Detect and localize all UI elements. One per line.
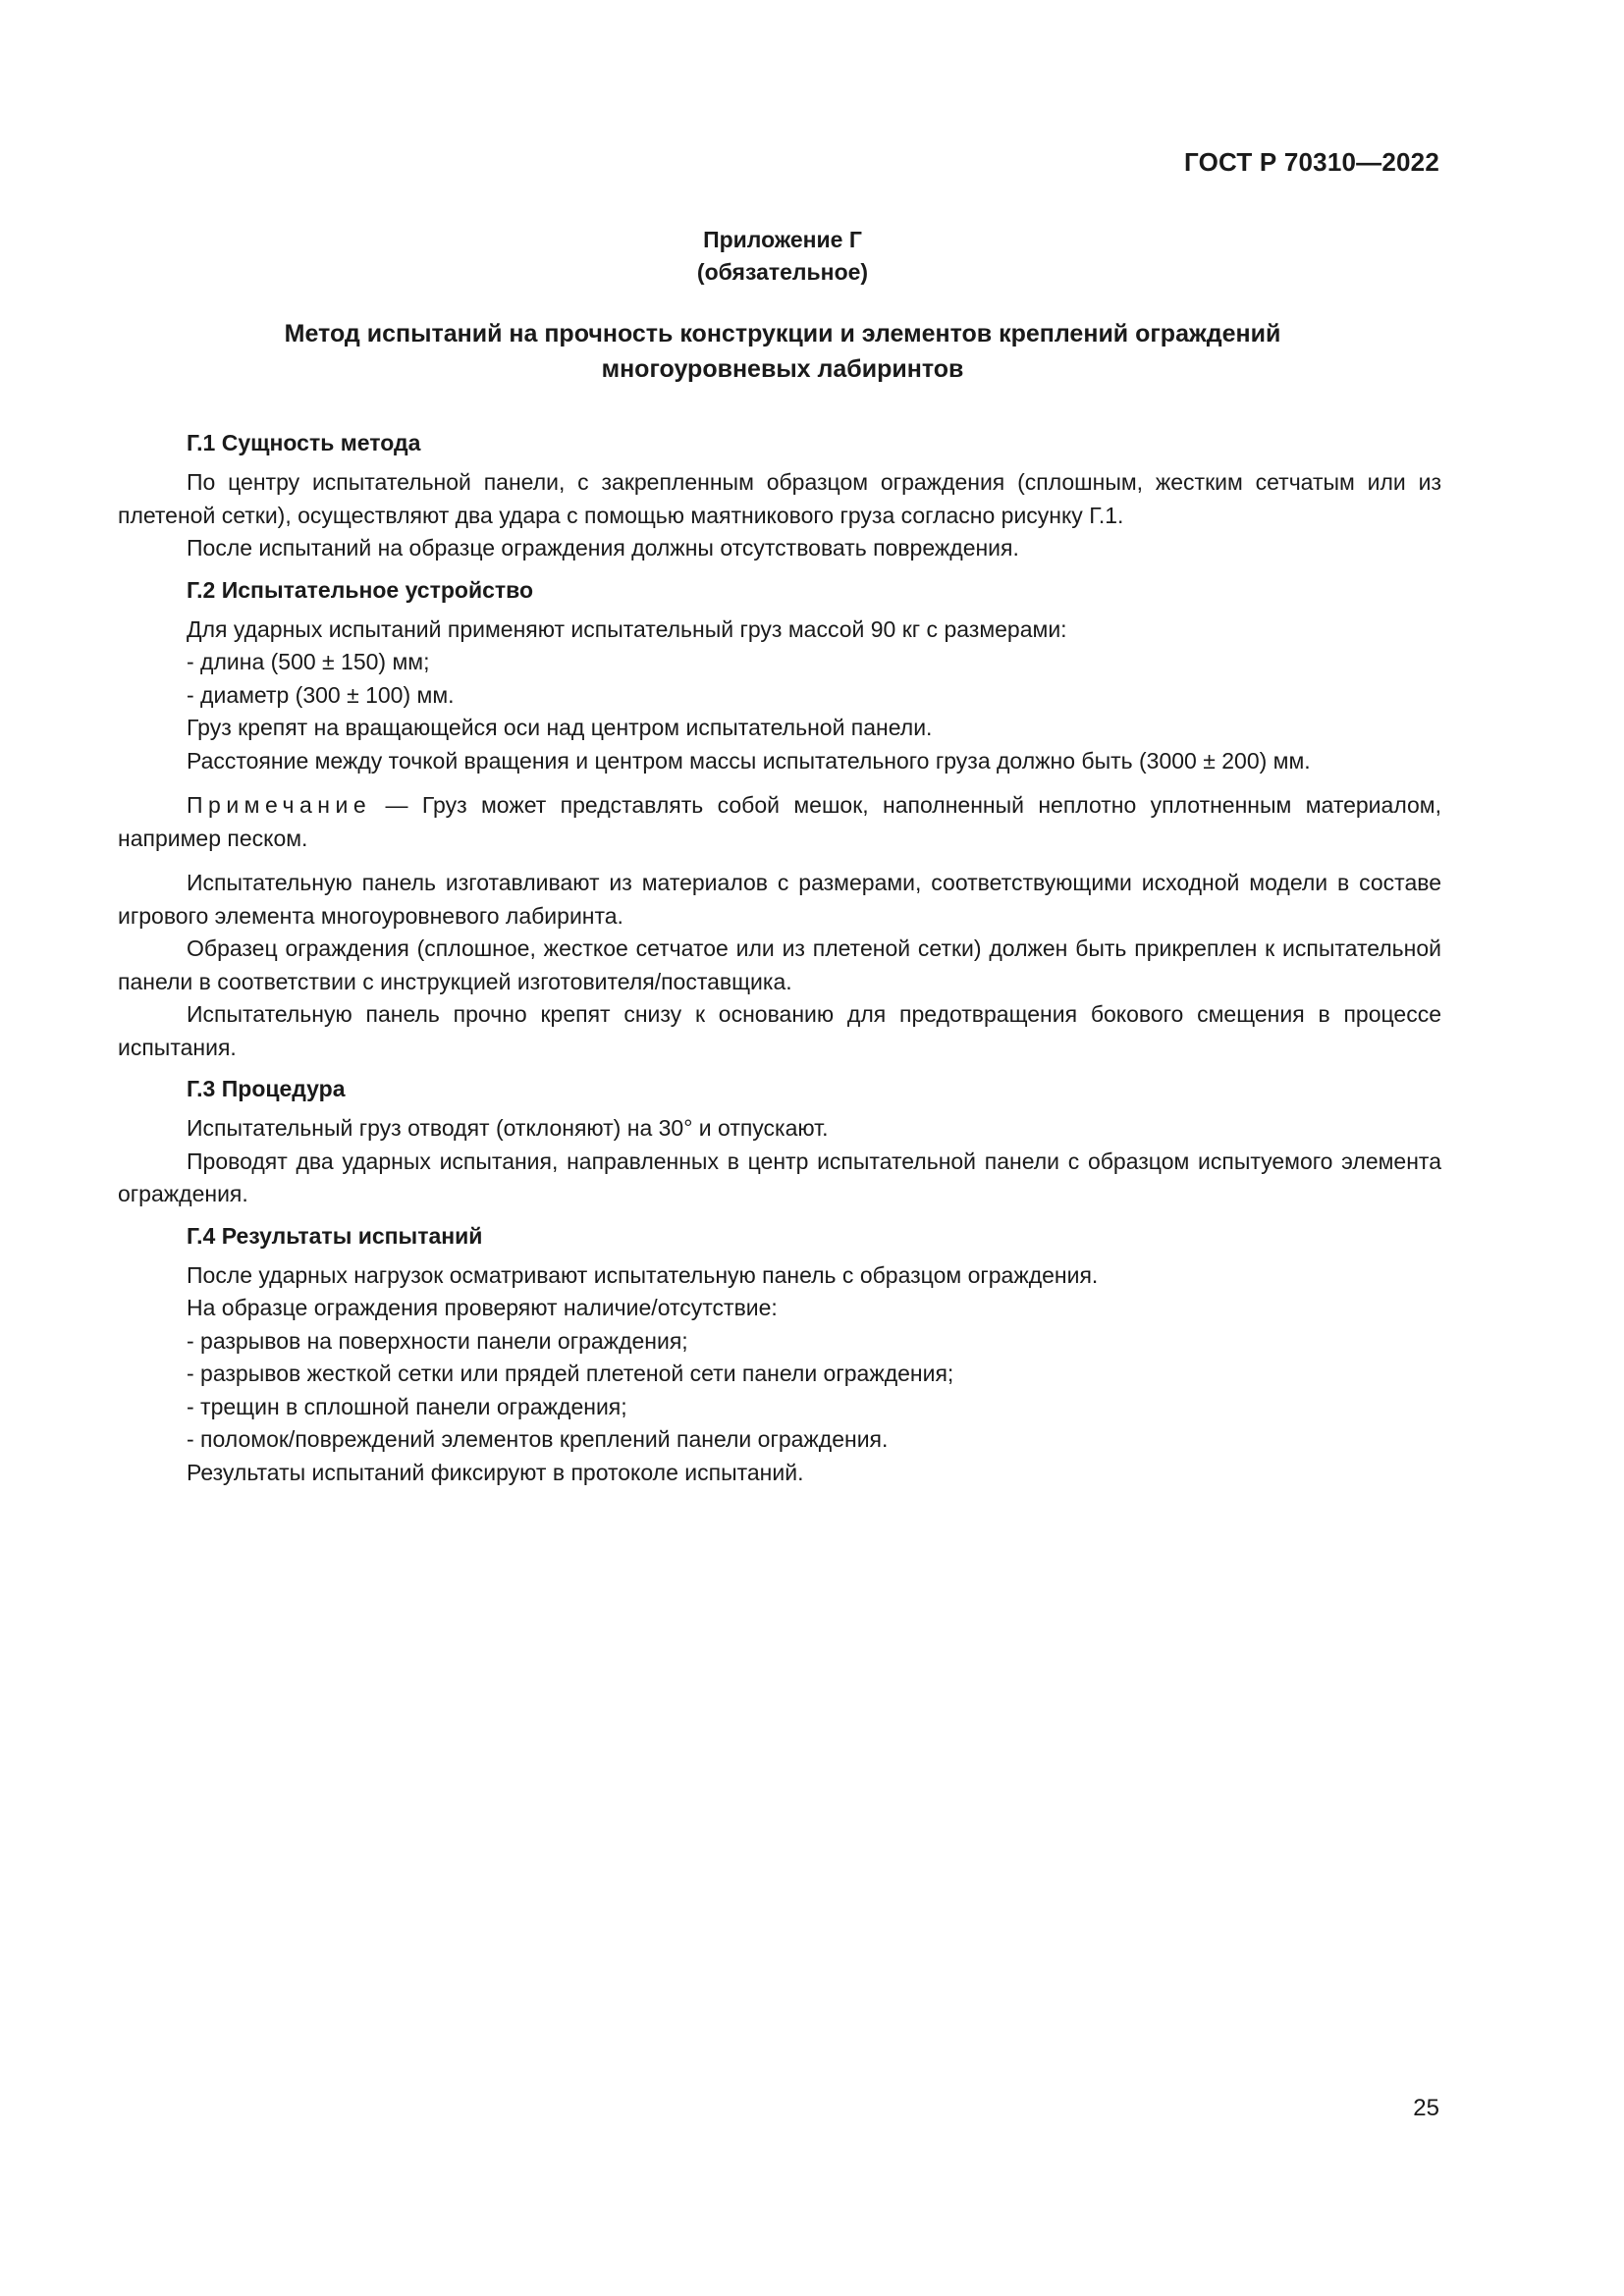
paragraph: Испытательный груз отводят (отклоняют) на 30° и отпускают. (187, 1115, 829, 1141)
appendix-status: (обязательное) (696, 259, 869, 285)
appendix-heading (0, 224, 1565, 289)
paragraph: Образец ограждения (сплошное, жесткое сетчатое или из плетеной сетки) должен быть прикреплен к испытательной панели в соответствии с инструкцией изготовителя/поставщика. (118, 935, 1441, 994)
list-item: - длина (500 ± 150) мм; (187, 649, 430, 674)
note (118, 789, 1441, 855)
note-text: — Груз может представлять собой мешок, наполненный неплотно уплотненным материалом, например песком. (118, 792, 1441, 851)
paragraph: После испытаний на образце ограждения должны отсутствовать повреждения. (187, 535, 1019, 561)
document-code: ГОСТ Р 70310—2022 (1184, 147, 1439, 177)
list-item: - поломок/повреждений элементов креплений панели ограждения. (187, 1426, 889, 1452)
section-heading-g3: Г.3 Процедура (187, 1076, 346, 1101)
paragraph: На образце ограждения проверяют наличие/отсутствие: (187, 1295, 778, 1320)
section-heading-g2: Г.2 Испытательное устройство (187, 576, 534, 603)
paragraph: Результаты испытаний фиксируют в протоколе испытаний. (187, 1459, 804, 1485)
list-item: - разрывов на поверхности панели ограждения; (187, 1327, 688, 1354)
paragraph: После ударных нагрузок осматривают испытательную панель с образцом ограждения. (187, 1261, 1099, 1288)
section-heading-g4: Г.4 Результаты испытаний (187, 1222, 483, 1249)
paragraph: Испытательную панель прочно крепят снизу к основанию для предотвращения бокового смещения в процессе испытания. (118, 1001, 1441, 1060)
page-number: 25 (1413, 2095, 1439, 2121)
title-line-1: Метод испытаний на прочность конструкции и элементов креплений ограждений (284, 320, 1281, 347)
list-item: - диаметр (300 ± 100) мм. (187, 681, 455, 708)
list-item: - трещин в сплошной панели ограждения; (187, 1393, 627, 1419)
appendix-label: Приложение Г (703, 227, 862, 252)
list-item: - разрывов жесткой сетки или прядей плетеной сети панели ограждения; (187, 1361, 954, 1386)
title-line-2: многоуровневых лабиринтов (601, 355, 964, 383)
paragraph: Груз крепят на вращающейся оси над центром испытательной панели. (187, 715, 933, 740)
paragraph: По центру испытательной панели, с закрепленным образцом ограждения (сплошным, жестким сетчатым или из плетеной сетки), осуществляют два удара с помощью маятникового груза согласно рисунку Г.1. (118, 469, 1441, 528)
page-title (0, 316, 1565, 387)
paragraph: Проводят два ударных испытания, направленных в центр испытательной панели с образцом испытуемого элемента ограждения. (118, 1148, 1441, 1206)
paragraph: Для ударных испытаний применяют испытательный груз массой 90 кг с размерами: (187, 615, 1067, 642)
note-label: Примечание (187, 792, 372, 818)
paragraph: Испытательную панель изготавливают из материалов с размерами, соответствующими исходной модели в составе игрового элемента многоуровневого лабиринта. (118, 870, 1441, 929)
section-heading-g1: Г.1 Сущность метода (187, 430, 421, 455)
document-body (118, 427, 1441, 1489)
paragraph: Расстояние между точкой вращения и центром массы испытательного груза должно быть (3000 ± 200) мм. (187, 747, 1311, 774)
